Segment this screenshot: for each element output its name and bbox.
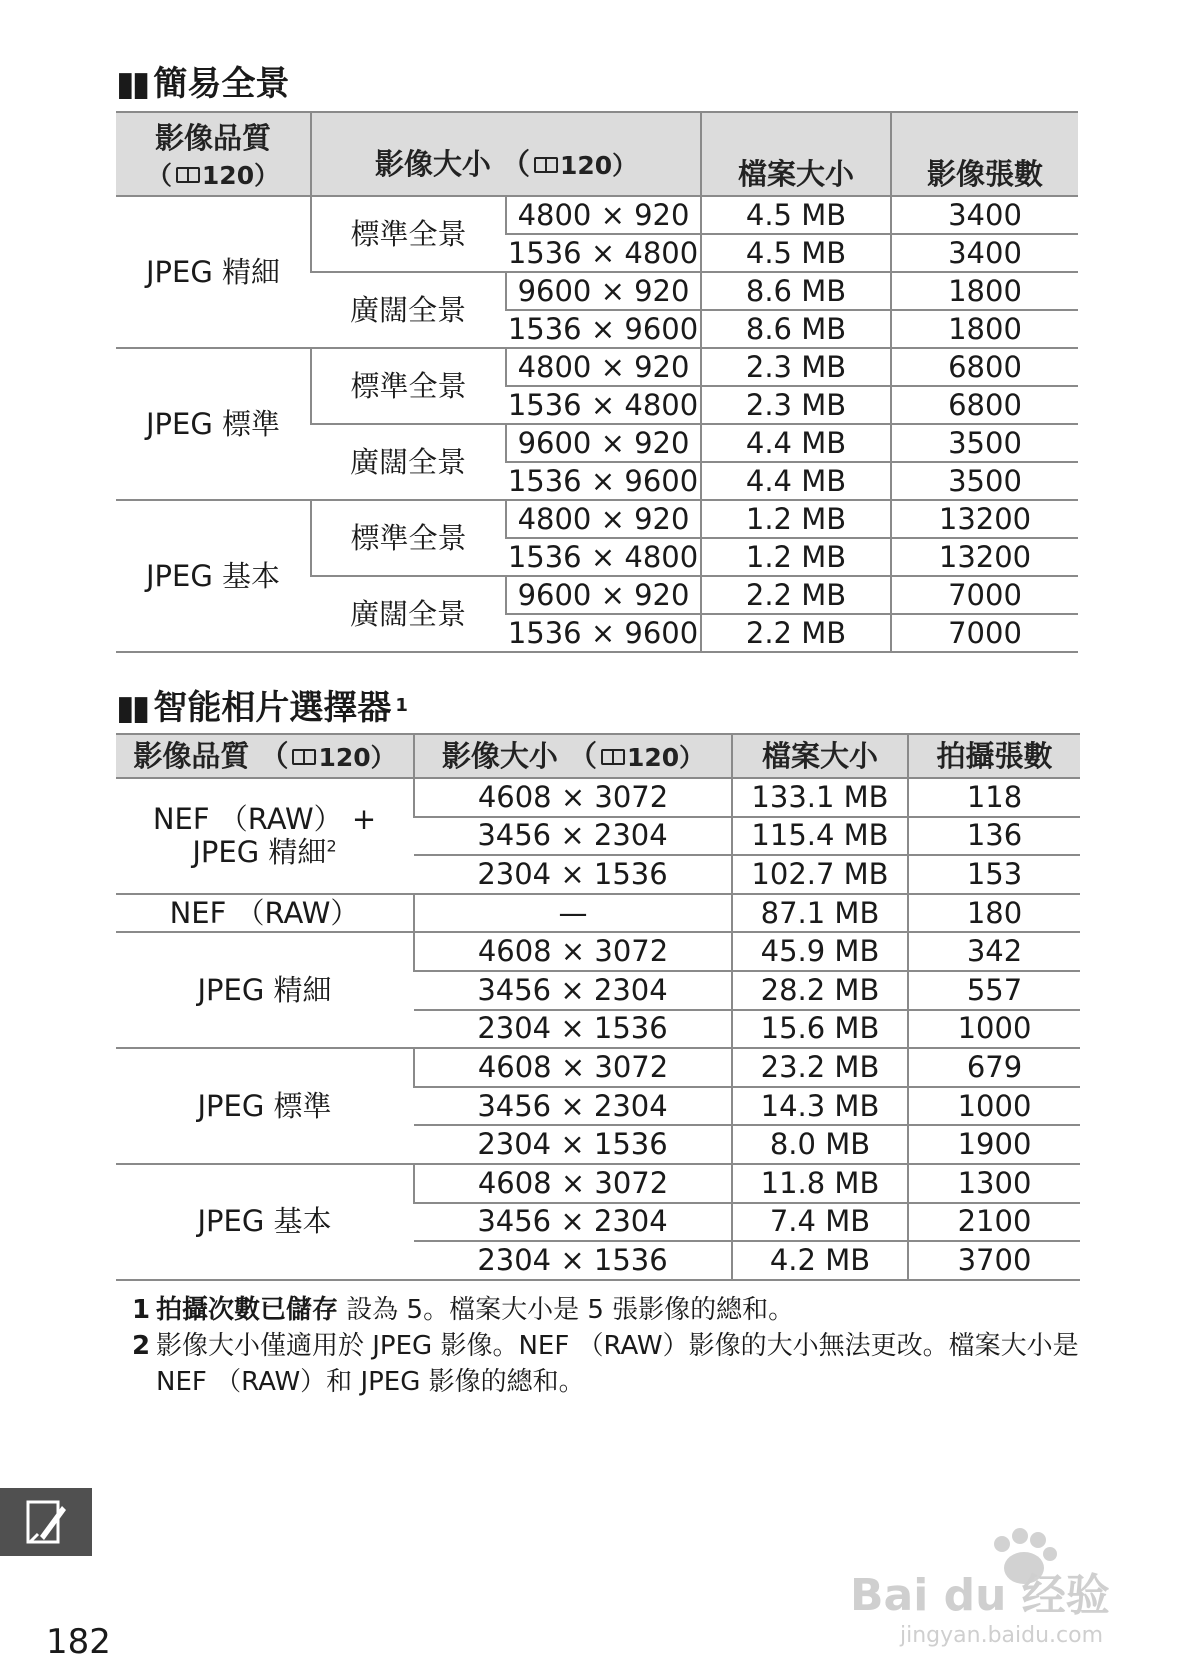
file-size-cell: 4.5 MB [701, 234, 891, 272]
panorama-type-cell: 廣闊全景 [311, 272, 506, 348]
table-row [116, 778, 1080, 817]
file-size-cell: 102.7 MB [732, 855, 908, 894]
quality-cell: NEF （RAW） [116, 894, 414, 933]
shot-count-cell: 3700 [908, 1241, 1080, 1280]
size-cell: 3456 × 2304 [414, 1087, 732, 1126]
size-cell: 1536 × 4800 [506, 538, 701, 576]
shot-count-cell: 2100 [908, 1203, 1080, 1242]
footnote-bold-text: 拍攝次數已儲存 [156, 1295, 339, 1325]
header-size: 影像大小 （ 120） [414, 734, 732, 778]
book-reference-icon [534, 157, 558, 173]
svg-text:jingyan.baidu.com: jingyan.baidu.com [900, 1623, 1104, 1648]
shot-count-cell: 1000 [908, 1010, 1080, 1049]
count-cell: 3400 [891, 196, 1078, 234]
file-size-cell: 87.1 MB [732, 894, 908, 933]
svg-text:Bai du 经验: Bai du 经验 [850, 1570, 1110, 1621]
size-cell: 4608 × 3072 [414, 778, 732, 817]
baidu-watermark [850, 1510, 1150, 1650]
size-cell: 1536 × 4800 [506, 386, 701, 424]
header-file-size: 檔案大小 [732, 734, 908, 778]
shot-count-cell: 557 [908, 971, 1080, 1010]
section-side-tab [0, 1488, 92, 1556]
count-cell: 1800 [891, 272, 1078, 310]
shot-count-cell: 153 [908, 855, 1080, 894]
quality-cell: JPEG 基本 [116, 1164, 414, 1280]
quality-cell: JPEG 標準 [116, 348, 311, 500]
header-quality: 影像品質 （ 120） [116, 112, 311, 196]
file-size-cell: 7.4 MB [732, 1203, 908, 1242]
page-number: 182 [46, 1622, 111, 1662]
book-reference-icon [601, 749, 625, 765]
count-cell: 3400 [891, 234, 1078, 272]
size-cell: 4800 × 920 [506, 196, 701, 234]
shot-count-cell: 1900 [908, 1125, 1080, 1164]
count-cell: 3500 [891, 462, 1078, 500]
shot-count-cell: 679 [908, 1048, 1080, 1087]
section-title-smart-photo-selector [116, 688, 408, 728]
count-cell: 13200 [891, 538, 1078, 576]
section-marker-icon: ▮▮ [116, 688, 148, 728]
footnote-1: 1 拍攝次數已儲存 設為 5。檔案大小是 5 張影像的總和。 [132, 1295, 795, 1325]
size-cell: 2304 × 1536 [414, 1125, 732, 1164]
size-cell: 4608 × 3072 [414, 1048, 732, 1087]
table-row [116, 348, 1078, 386]
section-marker-icon: ▮▮ [116, 64, 148, 104]
file-size-cell: 8.0 MB [732, 1125, 908, 1164]
quality-cell: NEF （RAW） + JPEG 精細$^2$ [116, 778, 414, 894]
file-size-cell: 2.2 MB [701, 576, 891, 614]
file-size-cell: 8.6 MB [701, 310, 891, 348]
shot-count-cell: 1300 [908, 1164, 1080, 1203]
size-cell: 3456 × 2304 [414, 1203, 732, 1242]
header-shot-count: 拍攝張數 [908, 734, 1080, 778]
file-size-cell: 4.5 MB [701, 196, 891, 234]
count-cell: 13200 [891, 500, 1078, 538]
file-size-cell: 115.4 MB [732, 817, 908, 856]
file-size-cell: 4.4 MB [701, 424, 891, 462]
size-cell: 2304 × 1536 [414, 1241, 732, 1280]
quality-cell: JPEG 精細 [116, 196, 311, 348]
file-size-cell: 2.2 MB [701, 614, 891, 652]
section-title-text: 智能相片選擇器 [153, 688, 392, 728]
file-size-cell: 4.4 MB [701, 462, 891, 500]
quality-cell: JPEG 基本 [116, 500, 311, 652]
panorama-type-cell: 廣闊全景 [311, 576, 506, 652]
file-size-cell: 23.2 MB [732, 1048, 908, 1087]
count-cell: 6800 [891, 348, 1078, 386]
size-cell: 3456 × 2304 [414, 817, 732, 856]
file-size-cell: 45.9 MB [732, 932, 908, 971]
size-cell: 9600 × 920 [506, 272, 701, 310]
size-cell: 4800 × 920 [506, 348, 701, 386]
footnote-ref: 1 [395, 695, 408, 716]
header-quality: 影像品質 （ 120） [116, 734, 414, 778]
size-cell: 2304 × 1536 [414, 855, 732, 894]
size-cell: 9600 × 920 [506, 576, 701, 614]
size-cell: 4608 × 3072 [414, 1164, 732, 1203]
file-size-cell: 2.3 MB [701, 386, 891, 424]
count-cell: 1800 [891, 310, 1078, 348]
file-size-cell: 11.8 MB [732, 1164, 908, 1203]
size-cell: — [414, 894, 732, 933]
count-cell: 7000 [891, 614, 1078, 652]
file-size-cell: 14.3 MB [732, 1087, 908, 1126]
section-title-simple-panorama [116, 64, 289, 104]
size-cell: 1536 × 9600 [506, 462, 701, 500]
size-cell: 9600 × 920 [506, 424, 701, 462]
size-cell: 1536 × 9600 [506, 310, 701, 348]
book-reference-icon [176, 167, 200, 183]
simple-panorama-table [116, 111, 1078, 653]
count-cell: 6800 [891, 386, 1078, 424]
size-cell: 4800 × 920 [506, 500, 701, 538]
shot-count-cell: 1000 [908, 1087, 1080, 1126]
file-size-cell: 1.2 MB [701, 500, 891, 538]
footnotes [132, 1292, 1082, 1400]
header-size: 影像大小 （ 120） [311, 112, 701, 196]
file-size-cell: 2.3 MB [701, 348, 891, 386]
shot-count-cell: 136 [908, 817, 1080, 856]
size-cell: 1536 × 4800 [506, 234, 701, 272]
file-size-cell: 4.2 MB [732, 1241, 908, 1280]
panorama-type-cell: 標準全景 [311, 348, 506, 424]
quality-cell: JPEG 精細 [116, 932, 414, 1048]
file-size-cell: 28.2 MB [732, 971, 908, 1010]
table-row [116, 196, 1078, 234]
file-size-cell: 15.6 MB [732, 1010, 908, 1049]
size-cell: 1536 × 9600 [506, 614, 701, 652]
file-size-cell: 1.2 MB [701, 538, 891, 576]
table-row [116, 932, 1080, 971]
panorama-type-cell: 廣闊全景 [311, 424, 506, 500]
shot-count-cell: 118 [908, 778, 1080, 817]
table-row [116, 894, 1080, 933]
count-cell: 7000 [891, 576, 1078, 614]
size-cell: 2304 × 1536 [414, 1010, 732, 1049]
table-row [116, 500, 1078, 538]
quality-cell: JPEG 標準 [116, 1048, 414, 1164]
table-row [116, 1048, 1080, 1087]
file-size-cell: 133.1 MB [732, 778, 908, 817]
header-file-size: 檔案大小 [701, 112, 891, 196]
pencil-menu-icon [0, 1488, 92, 1556]
file-size-cell: 8.6 MB [701, 272, 891, 310]
section-title-text: 簡易全景 [153, 64, 290, 104]
count-cell: 3500 [891, 424, 1078, 462]
header-image-count: 影像張數 [891, 112, 1078, 196]
panorama-type-cell: 標準全景 [311, 196, 506, 272]
smart-photo-selector-table [116, 733, 1080, 1281]
size-cell: 3456 × 2304 [414, 971, 732, 1010]
footnote-2: 2 影像大小僅適用於 JPEG 影像。NEF （RAW）影像的大小無法更改。檔案大小是 NEF （RAW）和 JPEG 影像的總和。 [132, 1331, 1079, 1397]
shot-count-cell: 180 [908, 894, 1080, 933]
book-reference-icon [292, 749, 316, 765]
table-row [116, 1164, 1080, 1203]
size-cell: 4608 × 3072 [414, 932, 732, 971]
footnote-ref: 2 [326, 836, 337, 856]
panorama-type-cell: 標準全景 [311, 500, 506, 576]
shot-count-cell: 342 [908, 932, 1080, 971]
